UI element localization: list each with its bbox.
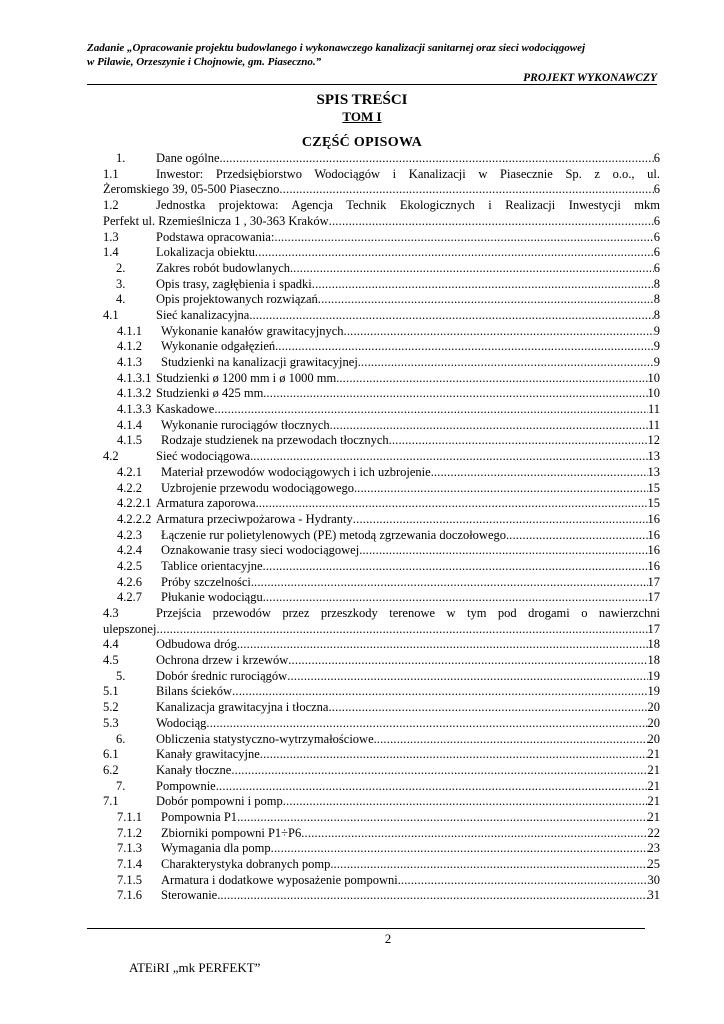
toc-entry-page: 10 bbox=[647, 370, 660, 385]
toc-dot-leader bbox=[434, 465, 648, 481]
toc-entry-number: 5. bbox=[116, 668, 126, 683]
toc-entry-page: 19 bbox=[647, 668, 660, 683]
toc-entry-page: 16 bbox=[647, 558, 660, 573]
toc-entry bbox=[103, 198, 660, 229]
toc-entry-number: 4.1.5 bbox=[117, 433, 142, 448]
toc-dot-leader bbox=[231, 763, 647, 779]
toc-entry-page: 20 bbox=[647, 700, 660, 715]
toc-entry-title: Rodzaje studzienek na przewodach tłocznych. bbox=[161, 433, 392, 448]
toc-entry-number: 1.3 bbox=[103, 229, 119, 244]
footer-company: ATEiRI „mk PERFEKT” bbox=[129, 960, 261, 975]
toc-entry-page: 13 bbox=[647, 464, 660, 479]
toc-dot-leader bbox=[283, 794, 648, 810]
header-line-2: w Pilawie, Orzeszynie i Chojnowie, gm. Piaseczno.” bbox=[87, 56, 322, 68]
toc-dot-leader bbox=[254, 575, 647, 591]
toc-entry bbox=[103, 779, 660, 795]
toc-dot-leader bbox=[274, 230, 653, 246]
toc-entry-title: Wykonanie odgałęzień. bbox=[161, 339, 279, 354]
toc-dot-leader bbox=[361, 355, 654, 371]
toc-entry-number: 7.1.4 bbox=[117, 857, 142, 872]
toc-entry-number: 4.1.3.2 bbox=[117, 386, 152, 401]
toc-dot-leader bbox=[232, 684, 647, 700]
toc-entry-title: Obliczenia statystyczno-wytrzymałościowe. bbox=[156, 731, 377, 746]
toc-entry-title: Inwestor: Przedsiębiorstwo Wodociągów i Kanalizacji w Piasecznie Sp. z o.o., ul. bbox=[156, 166, 660, 181]
toc-entry bbox=[103, 637, 660, 653]
toc-entry-title: Łączenie rur polietylenowych (PE) metodą zgrzewania doczołowego. bbox=[161, 527, 510, 542]
toc-entry bbox=[103, 888, 660, 904]
toc-entry-page: 8 bbox=[653, 307, 660, 322]
document-header bbox=[87, 41, 657, 84]
toc-entry-title: Wykonanie kanałów grawitacyjnych bbox=[161, 323, 344, 338]
toc-entry-number: 4.1.3.1 bbox=[117, 370, 152, 385]
toc-entry-number: 7.1 bbox=[103, 794, 119, 809]
toc-entry-number: 4.2.2.2 bbox=[117, 511, 152, 526]
toc-entry-page: 20 bbox=[647, 715, 660, 730]
toc-entry-title-continued: ulepszonej bbox=[103, 621, 157, 636]
toc-entry-title: Kanały grawitacyjne bbox=[156, 747, 260, 762]
toc-dot-leader bbox=[237, 810, 647, 826]
page-number: 2 bbox=[384, 931, 392, 946]
toc-entry-number: 6.1 bbox=[103, 747, 119, 762]
toc-dot-leader bbox=[330, 418, 648, 434]
toc-entry bbox=[103, 669, 660, 685]
toc-entry-title: Materiał przewodów wodociągowych i ich uzbrojenie. bbox=[161, 464, 434, 479]
toc-entry-number: 1.4 bbox=[103, 245, 119, 260]
toc-entry-line bbox=[103, 198, 660, 214]
section-heading: CZĘŚĆ OPISOWA bbox=[301, 135, 423, 150]
toc-entry-number: 5.2 bbox=[103, 700, 119, 715]
toc-entry-title: Płukanie wodociągu. bbox=[161, 590, 266, 605]
toc-dot-leader bbox=[271, 841, 648, 857]
toc-entry-number: 1. bbox=[116, 151, 126, 165]
toc-dot-leader bbox=[344, 324, 654, 340]
toc-entry-number: 6. bbox=[116, 731, 126, 746]
table-of-contents bbox=[103, 151, 660, 904]
toc-entry-title: Podstawa opracowania: bbox=[156, 229, 275, 244]
toc-entry bbox=[103, 873, 660, 889]
toc-entry-title: Jednostka projektowa: Agencja Technik Ekologicznych i Realizacji Inwestycji mkm bbox=[156, 198, 660, 213]
toc-entry-number: 4.2.4 bbox=[117, 543, 142, 558]
toc-entry-title: Opis projektowanych rozwiązań bbox=[156, 292, 318, 307]
toc-dot-leader bbox=[259, 496, 648, 512]
toc-entry-page: 25 bbox=[647, 857, 660, 872]
toc-entry bbox=[103, 433, 660, 449]
toc-entry-page: 8 bbox=[653, 292, 660, 307]
toc-entry-page: 30 bbox=[647, 872, 660, 887]
project-type-label: PROJEKT WYKONAWCZY bbox=[523, 72, 657, 84]
toc-entry-page: 21 bbox=[647, 809, 660, 824]
toc-entry-title: Studzienki ø 1200 mm i ø 1000 mm. bbox=[156, 370, 340, 385]
toc-entry-page: 22 bbox=[647, 825, 660, 840]
toc-entry-page: 17 bbox=[647, 590, 660, 605]
toc-entry bbox=[103, 245, 660, 261]
toc-entry bbox=[103, 653, 660, 669]
toc-entry-page: 8 bbox=[653, 276, 660, 291]
toc-entry bbox=[103, 747, 660, 763]
toc-dot-leader bbox=[357, 481, 647, 497]
toc-entry-page: 6 bbox=[653, 260, 660, 275]
toc-dot-leader bbox=[328, 700, 647, 716]
toc-dot-leader bbox=[260, 747, 648, 763]
toc-entry bbox=[103, 512, 660, 528]
toc-entry-page: 11 bbox=[647, 402, 660, 417]
toc-dot-leader bbox=[263, 559, 648, 575]
toc-entry bbox=[103, 386, 660, 402]
toc-entry-page: 6 bbox=[653, 245, 660, 260]
toc-entry bbox=[103, 402, 660, 418]
toc-entry-number: 2. bbox=[116, 260, 126, 275]
toc-entry-title: Zbiorniki pompowni P1÷P6 bbox=[161, 825, 302, 840]
toc-entry-line bbox=[103, 622, 660, 638]
toc-title: SPIS TREŚCI bbox=[316, 92, 408, 108]
toc-entry-page: 18 bbox=[647, 637, 660, 652]
footer-rule bbox=[87, 928, 645, 929]
toc-dot-leader bbox=[220, 888, 647, 904]
toc-dot-leader bbox=[266, 590, 648, 606]
toc-entry-page: 23 bbox=[647, 841, 660, 856]
toc-entry-number: 4.2.2 bbox=[117, 480, 142, 495]
toc-dot-leader bbox=[293, 261, 654, 277]
toc-entry-page: 17 bbox=[647, 621, 660, 636]
header-rule bbox=[87, 84, 657, 85]
toc-entry-line bbox=[103, 182, 660, 198]
toc-entry bbox=[103, 606, 660, 637]
toc-dot-leader bbox=[214, 402, 648, 418]
toc-entry-title: Dobór średnic rurociągów bbox=[156, 668, 288, 683]
toc-entry-title: Wodociąg bbox=[156, 715, 207, 730]
toc-entry-title: Armatura zaporowa. bbox=[156, 496, 259, 511]
toc-dot-leader bbox=[252, 308, 653, 324]
toc-entry-title: Opis trasy, zagłębienia i spadki bbox=[156, 276, 312, 291]
toc-entry-number: 4.2.6 bbox=[117, 574, 142, 589]
toc-entry-number: 1.2 bbox=[103, 198, 119, 213]
toc-dot-leader bbox=[278, 339, 653, 355]
toc-entry-page: 21 bbox=[647, 778, 660, 793]
toc-entry bbox=[103, 826, 660, 842]
toc-entry-number: 4.1.2 bbox=[117, 339, 142, 354]
toc-entry-number: 4.1 bbox=[103, 307, 119, 322]
toc-entry bbox=[103, 308, 660, 324]
toc-entry-number: 7.1.1 bbox=[117, 809, 142, 824]
toc-entry bbox=[103, 481, 660, 497]
toc-entry-page: 21 bbox=[647, 747, 660, 762]
toc-entry-number: 7.1.3 bbox=[117, 841, 142, 856]
toc-entry bbox=[103, 763, 660, 779]
toc-entry bbox=[103, 355, 660, 371]
toc-entry bbox=[103, 151, 660, 167]
toc-entry bbox=[103, 575, 660, 591]
toc-entry-page: 19 bbox=[647, 684, 660, 699]
toc-entry-number: 1.1 bbox=[103, 166, 119, 181]
toc-entry-page: 17 bbox=[647, 574, 660, 589]
toc-entry-page: 21 bbox=[647, 794, 660, 809]
toc-entry-title: Oznakowanie trasy sieci wodociągowej. bbox=[161, 543, 363, 558]
toc-entry bbox=[103, 700, 660, 716]
toc-entry-number: 4.2 bbox=[103, 449, 119, 464]
toc-entry-title-continued: Perfekt ul. Rzemieślnicza 1 , 30-363 Kraków bbox=[103, 213, 329, 228]
toc-entry-page: 12 bbox=[647, 433, 660, 448]
toc-entry-page: 16 bbox=[647, 511, 660, 526]
toc-entry-title: Dobór pompowni i pomp bbox=[156, 794, 283, 809]
toc-entry-number: 7.1.6 bbox=[117, 888, 142, 903]
toc-entry-title: Studzienki na kanalizacji grawitacyjnej. bbox=[161, 355, 361, 369]
toc-entry-line bbox=[103, 214, 660, 230]
toc-dot-leader bbox=[362, 543, 647, 559]
toc-entry-number: 4.4 bbox=[103, 637, 119, 652]
toc-entry-title-continued: Żeromskiego 39, 05-500 Piaseczno bbox=[103, 182, 280, 197]
toc-entry-title: Ochrona drzew i krzewów bbox=[156, 653, 289, 668]
toc-entry-number: 3. bbox=[116, 276, 126, 291]
toc-entry bbox=[103, 230, 660, 246]
toc-entry-number: 4.2.3 bbox=[117, 527, 142, 542]
toc-entry-page: 9 bbox=[653, 355, 660, 369]
toc-entry bbox=[103, 543, 660, 559]
toc-entry-line bbox=[103, 606, 660, 622]
toc-dot-leader bbox=[353, 512, 648, 528]
toc-dot-leader bbox=[509, 528, 647, 544]
toc-entry-page: 20 bbox=[647, 731, 660, 746]
toc-entry-page: 16 bbox=[647, 527, 660, 542]
toc-entry-title: Sieć wodociągowa. bbox=[156, 449, 254, 464]
toc-entry-number: 4.2.7 bbox=[117, 590, 142, 605]
toc-entry-page: 15 bbox=[647, 480, 660, 495]
toc-entry bbox=[103, 496, 660, 512]
toc-entry bbox=[103, 716, 660, 732]
toc-entry-page: 6 bbox=[653, 182, 660, 197]
toc-entry bbox=[103, 810, 660, 826]
toc-entry-title: Sieć kanalizacyjna. bbox=[156, 307, 253, 322]
toc-dot-leader bbox=[392, 433, 648, 449]
toc-dot-leader bbox=[156, 622, 647, 638]
toc-entry-title: Pompownia P1 bbox=[161, 809, 238, 824]
toc-dot-leader bbox=[279, 182, 653, 198]
toc-entry-title: Charakterystyka dobranych pomp. bbox=[161, 857, 334, 872]
toc-entry bbox=[103, 167, 660, 198]
toc-entry-page: 9 bbox=[653, 323, 660, 338]
toc-entry-page: 10 bbox=[647, 386, 660, 401]
toc-entry-number: 4.1.3.3 bbox=[117, 402, 152, 417]
toc-dot-leader bbox=[266, 386, 647, 402]
toc-entry bbox=[103, 418, 660, 434]
toc-entry-number: 4.2.2.1 bbox=[117, 496, 152, 511]
toc-dot-leader bbox=[288, 653, 647, 669]
toc-entry bbox=[103, 292, 660, 308]
toc-dot-leader bbox=[240, 637, 647, 653]
toc-entry-title: Bilans ścieków bbox=[156, 684, 233, 699]
toc-entry-page: 6 bbox=[653, 151, 660, 165]
toc-entry-page: 21 bbox=[647, 762, 660, 777]
toc-entry bbox=[103, 559, 660, 575]
toc-dot-leader bbox=[253, 449, 647, 465]
toc-entry bbox=[103, 261, 660, 277]
toc-dot-leader bbox=[255, 245, 654, 261]
toc-entry bbox=[103, 339, 660, 355]
toc-dot-leader bbox=[206, 716, 647, 732]
toc-dot-leader bbox=[377, 732, 648, 748]
toc-entry-number: 6.2 bbox=[103, 762, 119, 777]
toc-entry-title: Zakres robót budowlanych. bbox=[156, 260, 294, 275]
toc-entry-title: Próby szczelności. bbox=[161, 574, 255, 589]
toc-entry bbox=[103, 590, 660, 606]
toc-entry-page: 18 bbox=[647, 653, 660, 668]
toc-entry-title: Studzienki ø 425 mm. bbox=[156, 386, 267, 401]
toc-entry-title: Lokalizacja obiektu bbox=[156, 245, 255, 260]
toc-dot-leader bbox=[339, 371, 647, 387]
toc-entry bbox=[103, 794, 660, 810]
toc-entry-title: Uzbrojenie przewodu wodociągowego. bbox=[161, 480, 358, 495]
toc-entry-number: 7. bbox=[116, 778, 126, 793]
toc-dot-leader bbox=[329, 214, 654, 230]
toc-entry-number: 4.5 bbox=[103, 653, 119, 668]
toc-entry-title: Przejścia przewodów przez przeszkody terenowe w tym pod drogami o nawierzchni bbox=[156, 606, 660, 620]
toc-entry-page: 16 bbox=[647, 543, 660, 558]
toc-entry-number: 7.1.5 bbox=[117, 872, 142, 887]
toc-entry-page: 6 bbox=[653, 229, 660, 244]
toc-entry bbox=[103, 841, 660, 857]
toc-entry-number: 4.2.5 bbox=[117, 558, 142, 573]
toc-entry-page: 11 bbox=[647, 417, 660, 432]
toc-entry-title: Dane ogólne. bbox=[156, 151, 223, 165]
toc-entry-number: 4. bbox=[116, 292, 126, 307]
toc-dot-leader bbox=[312, 277, 654, 293]
toc-entry-number: 4.1.1 bbox=[117, 323, 142, 338]
toc-entry bbox=[103, 684, 660, 700]
toc-entry-title: Kanały tłoczne bbox=[156, 762, 232, 777]
toc-entry-title: Odbudowa dróg. bbox=[156, 637, 241, 652]
toc-entry-page: 31 bbox=[647, 888, 660, 903]
toc-entry-number: 4.3 bbox=[103, 606, 119, 620]
toc-entry bbox=[103, 528, 660, 544]
toc-entry-number: 5.1 bbox=[103, 684, 119, 699]
toc-entry-title: Wymagania dla pomp bbox=[161, 841, 271, 856]
toc-entry-number: 4.2.1 bbox=[117, 464, 142, 479]
toc-dot-leader bbox=[301, 826, 647, 842]
toc-entry-page: 6 bbox=[653, 213, 660, 228]
toc-entry-title: Tablice orientacyjne bbox=[161, 558, 263, 573]
toc-entry-title: Pompownie bbox=[156, 778, 216, 793]
toc-entry bbox=[103, 277, 660, 293]
toc-dot-leader bbox=[223, 151, 654, 167]
toc-entry-page: 15 bbox=[647, 496, 660, 511]
toc-entry-title: Kaskadowe bbox=[156, 402, 215, 417]
toc-dot-leader bbox=[401, 873, 648, 889]
toc-entry-number: 7.1.2 bbox=[117, 825, 142, 840]
toc-entry-title: Armatura przeciwpożarowa - Hydranty bbox=[156, 511, 353, 526]
toc-entry bbox=[103, 449, 660, 465]
toc-entry bbox=[103, 857, 660, 873]
toc-entry-title: Sterowanie. bbox=[161, 888, 221, 903]
toc-entry-number: 5.3 bbox=[103, 715, 119, 730]
toc-entry-page: 9 bbox=[653, 339, 660, 354]
toc-entry bbox=[103, 465, 660, 481]
toc-dot-leader bbox=[334, 857, 648, 873]
toc-dot-leader bbox=[287, 669, 647, 685]
toc-dot-leader bbox=[216, 779, 648, 795]
volume-label bbox=[0, 109, 724, 125]
toc-entry bbox=[103, 732, 660, 748]
header-line-1: Zadanie „Opracowanie projektu budowlanego i wykonawczego kanalizacji sanitarnej oraz sieci wodociągowej bbox=[87, 42, 586, 54]
toc-entry bbox=[103, 324, 660, 340]
toc-entry-title: Armatura i dodatkowe wyposażenie pompowni. bbox=[161, 872, 401, 887]
toc-entry-title: Wykonanie rurociągów tłocznych bbox=[161, 417, 330, 432]
toc-entry-title: Kanalizacja grawitacyjna i tłoczna bbox=[156, 700, 329, 715]
toc-entry-number: 4.1.3 bbox=[117, 355, 142, 369]
toc-dot-leader bbox=[318, 292, 654, 308]
toc-entry-line bbox=[103, 167, 660, 183]
volume-label-text: TOM I bbox=[342, 109, 382, 124]
toc-entry bbox=[103, 371, 660, 387]
toc-entry-number: 4.1.4 bbox=[117, 417, 142, 432]
toc-entry-page: 13 bbox=[647, 449, 660, 464]
